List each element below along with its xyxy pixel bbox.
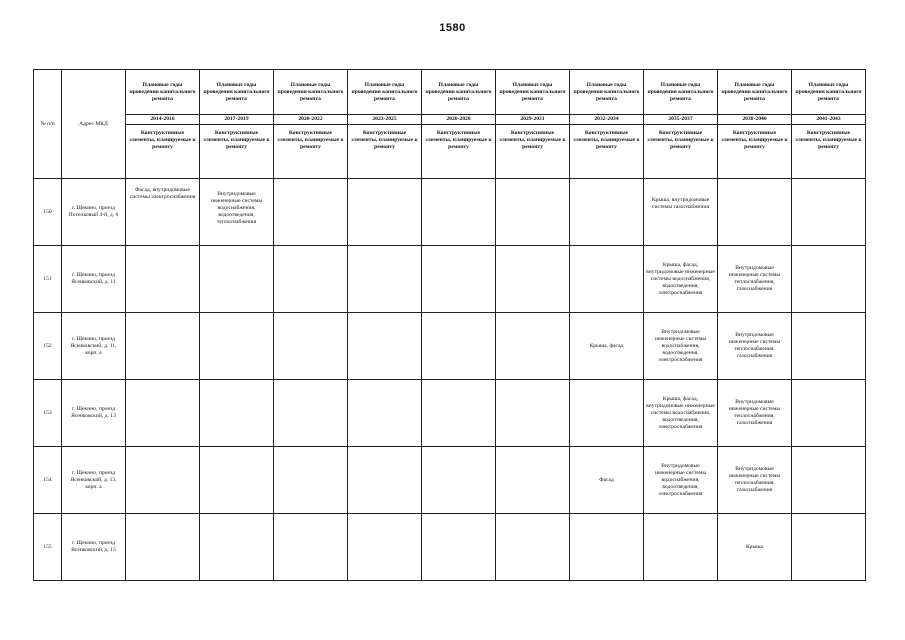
repair-cell	[570, 380, 644, 447]
elements-caption-2: Конструктивные элементы, планируемые к ремонту	[274, 125, 348, 179]
repair-cell	[348, 447, 422, 514]
table-row	[34, 313, 866, 380]
row-address: г. Щекино, проезд Ясенковский, д. 13, корп. а	[62, 447, 126, 514]
period-caption-0: Плановые годы проведения капитального ремонта	[126, 70, 200, 115]
row-number: 153	[34, 380, 62, 447]
row-address: г. Щекино, проезд Ясенковский, д. 11, корп. а	[62, 313, 126, 380]
repair-cell: Крыша, фасад, внутридомовые инженерные системы водоснабжения, водоотведения, электроснабжения	[644, 380, 718, 447]
repair-cell	[200, 447, 274, 514]
repair-cell: Внутридомовые инженерные системы теплоснабжения, газоснабжения	[718, 380, 792, 447]
repair-cell	[348, 313, 422, 380]
repair-cell	[792, 447, 866, 514]
period-caption-3: Плановые годы проведения капитального ремонта	[348, 70, 422, 115]
repair-cell	[496, 313, 570, 380]
repair-cell	[792, 313, 866, 380]
repair-cell	[422, 380, 496, 447]
repair-cell	[792, 380, 866, 447]
elements-caption-0: Конструктивные элементы, планируемые к ремонту	[126, 125, 200, 179]
repair-cell	[274, 380, 348, 447]
table-row	[34, 246, 866, 313]
period-years-2: 2020-2022	[274, 115, 348, 125]
repair-cell	[422, 313, 496, 380]
period-years-4: 2026-2028	[422, 115, 496, 125]
elements-caption-7: Конструктивные элементы, планируемые к ремонту	[644, 125, 718, 179]
repair-cell: Фасад, внутридомовые системы электроснабжения	[126, 179, 200, 246]
repair-cell	[496, 514, 570, 581]
row-address: г. Щекино, проезд Ясенковский, д. 13	[62, 380, 126, 447]
repair-cell	[496, 380, 570, 447]
repair-cell	[274, 313, 348, 380]
row-number: 150	[34, 179, 62, 246]
period-years-8: 2038-2040	[718, 115, 792, 125]
repair-cell	[348, 514, 422, 581]
period-caption-8: Плановые годы проведения капитального ремонта	[718, 70, 792, 115]
period-caption-6: Плановые годы проведения капитального ремонта	[570, 70, 644, 115]
period-years-3: 2023-2025	[348, 115, 422, 125]
row-number: 154	[34, 447, 62, 514]
header-row-periods	[34, 115, 866, 125]
repair-cell	[422, 447, 496, 514]
page-number: 1580	[439, 22, 466, 34]
repair-cell	[126, 313, 200, 380]
repair-cell: Внутридомовые инженерные системы теплоснабжения, газоснабжения	[718, 313, 792, 380]
period-years-6: 2032-2034	[570, 115, 644, 125]
repair-cell: Крыша, внутридомовые системы газоснабжения	[644, 179, 718, 246]
table-row	[34, 447, 866, 514]
repair-cell	[126, 380, 200, 447]
capital-repair-table	[33, 69, 866, 581]
repair-cell	[644, 514, 718, 581]
elements-caption-4: Конструктивные элементы, планируемые к ремонту	[422, 125, 496, 179]
repair-cell: Внутридомовые инженерные системы теплоснабжения, газоснабжения	[718, 246, 792, 313]
repair-cell: Фасад	[570, 447, 644, 514]
repair-cell: Внутридомовые инженерные системы водоснабжения, водоотведения, электроснабжения	[644, 447, 718, 514]
repair-cell	[570, 514, 644, 581]
repair-cell	[792, 246, 866, 313]
period-years-7: 2035-2037	[644, 115, 718, 125]
repair-cell	[126, 514, 200, 581]
repair-cell	[126, 447, 200, 514]
table-row	[34, 514, 866, 581]
elements-caption-6: Конструктивные элементы, планируемые к ремонту	[570, 125, 644, 179]
row-address: г. Щекино, проезд Поселковый 4-й, д. 6	[62, 179, 126, 246]
row-number: 155	[34, 514, 62, 581]
repair-cell	[348, 380, 422, 447]
repair-cell	[274, 246, 348, 313]
row-number: 152	[34, 313, 62, 380]
elements-caption-1: Конструктивные элементы, планируемые к ремонту	[200, 125, 274, 179]
period-caption-7: Плановые годы проведения капитального ремонта	[644, 70, 718, 115]
period-caption-9: Плановые годы проведения капитального ремонта	[792, 70, 866, 115]
repair-cell: Крыша, фасад, внутридомовые инженерные системы водоснабжения, водоотведения, электроснабжения	[644, 246, 718, 313]
period-caption-2: Плановые годы проведения капитального ремонта	[274, 70, 348, 115]
repair-cell: Внутридомовые инженерные системы водоснабжения, водоотведения, теплоснабжения	[200, 179, 274, 246]
repair-cell	[792, 514, 866, 581]
repair-cell	[348, 246, 422, 313]
col-address-header: Адрес МКД	[62, 70, 126, 179]
repair-cell	[200, 514, 274, 581]
repair-cell	[274, 447, 348, 514]
repair-cell	[274, 514, 348, 581]
table-row	[34, 380, 866, 447]
repair-cell	[496, 179, 570, 246]
header-row-captions	[34, 70, 866, 115]
header-row-elements	[34, 125, 866, 179]
row-address: г. Щекино, проезд Ясенковский, д. 11	[62, 246, 126, 313]
repair-cell	[422, 514, 496, 581]
repair-cell	[422, 179, 496, 246]
repair-cell: Крыша	[718, 514, 792, 581]
repair-cell	[496, 246, 570, 313]
period-caption-5: Плановые годы проведения капитального ремонта	[496, 70, 570, 115]
repair-cell	[274, 179, 348, 246]
repair-cell: Внутридомовые инженерные системы теплоснабжения, газоснабжения	[718, 447, 792, 514]
period-years-1: 2017-2019	[200, 115, 274, 125]
repair-cell: Крыша, фасад	[570, 313, 644, 380]
period-years-0: 2014-2016	[126, 115, 200, 125]
repair-cell	[570, 179, 644, 246]
period-caption-1: Плановые годы проведения капитального ремонта	[200, 70, 274, 115]
repair-cell	[422, 246, 496, 313]
elements-caption-9: Конструктивные элементы, планируемые к ремонту	[792, 125, 866, 179]
repair-cell	[570, 246, 644, 313]
repair-cell	[496, 447, 570, 514]
period-years-5: 2029-2031	[496, 115, 570, 125]
row-address: г. Щекино, проезд Ясенковский, д. 15	[62, 514, 126, 581]
period-caption-4: Плановые годы проведения капитального ремонта	[422, 70, 496, 115]
elements-caption-8: Конструктивные элементы, планируемые к ремонту	[718, 125, 792, 179]
row-number: 151	[34, 246, 62, 313]
repair-cell	[200, 380, 274, 447]
table-row	[34, 179, 866, 246]
repair-cell	[348, 179, 422, 246]
repair-cell	[200, 313, 274, 380]
repair-cell	[718, 179, 792, 246]
repair-cell: Внутридомовые инженерные системы водоснабжения, водоотведения, электроснабжения	[644, 313, 718, 380]
elements-caption-5: Конструктивные элементы, планируемые к ремонту	[496, 125, 570, 179]
elements-caption-3: Конструктивные элементы, планируемые к ремонту	[348, 125, 422, 179]
period-years-9: 2041-2043	[792, 115, 866, 125]
repair-cell	[792, 179, 866, 246]
repair-cell	[126, 246, 200, 313]
repair-cell	[200, 246, 274, 313]
col-num-header: № п/п	[34, 70, 62, 179]
